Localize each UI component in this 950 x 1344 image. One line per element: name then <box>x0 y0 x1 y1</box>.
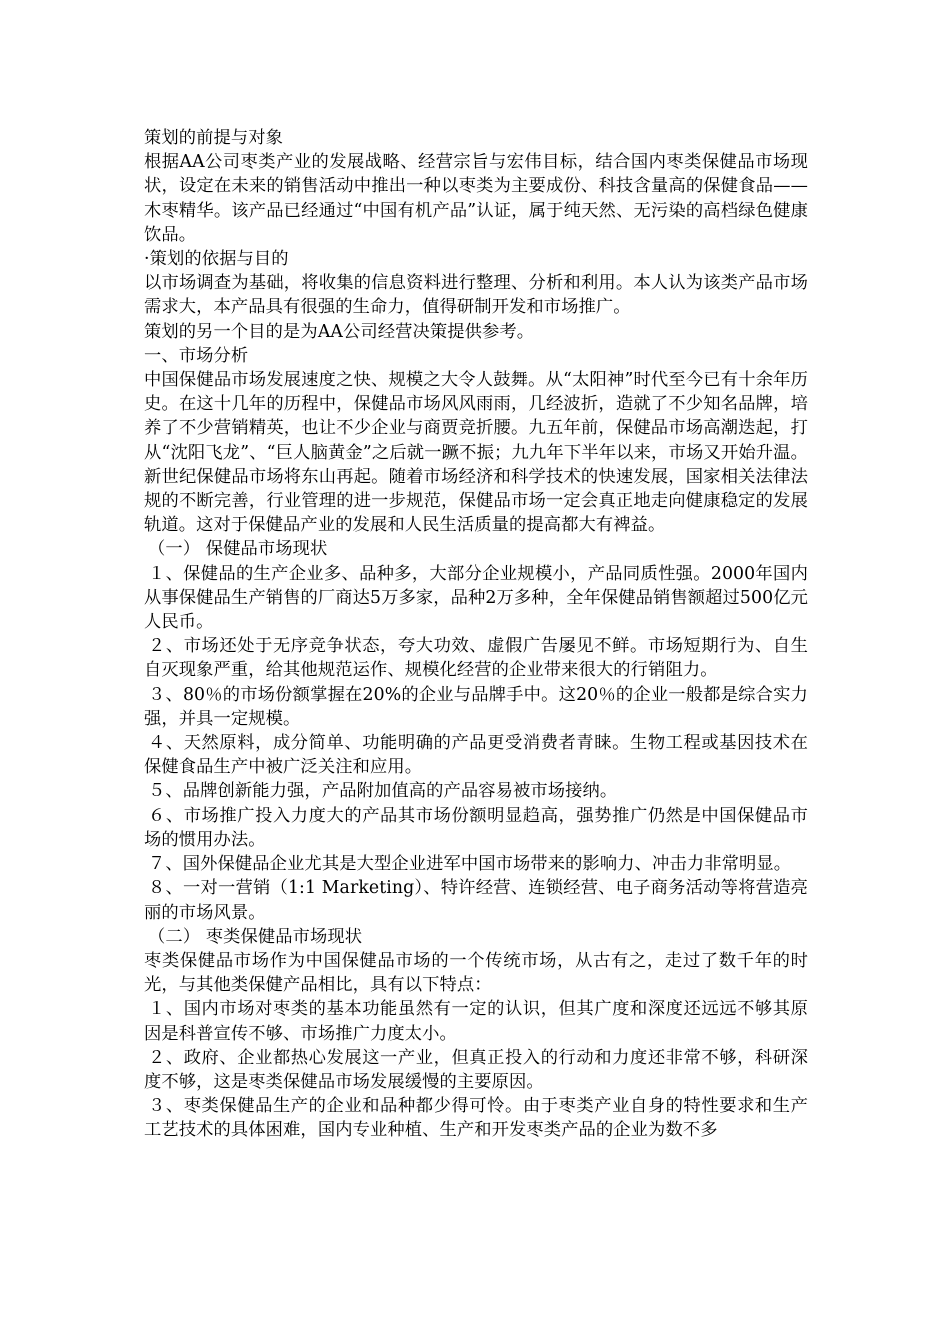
section-heading-premise: 策划的前提与对象 <box>144 128 284 148</box>
paragraph-purpose: 策划的另一个目的是为AA公司经营决策提供参考。 <box>144 321 535 342</box>
paragraph-premise: 根据AA公司枣类产业的发展战略、经营宗旨与宏伟目标，结合国内枣类保健品市场现状，设定在未来的销售活动中推出一种以枣类为主要成份、科技含量高的保健食品——木枣精华。该产品已经通过“中国有机产品”认证，属于纯天然、无污染的高档绿色健康饮品。 <box>144 152 808 245</box>
section-heading-market-analysis: 一、市场分析 <box>144 345 249 366</box>
paragraph-market-overview: 中国保健品市场发展速度之快、规模之大令人鼓舞。从“太阳神”时代至今已有十余年历史。在这十几年的历程中，保健品市场风风雨雨，几经波折，造就了不少知名品牌，培养了不少营销精英，也让不少企业与商贾竞折腰。九五年前，保健品市场高潮迭起，打从“沈阳飞龙”、“巨人脑黄金”之后就一蹶不振；九九年下半年以来，市场又开始升温。新世纪保健品市场将东山再起。随着市场经济和科学技术的快速发展，国家相关法律法规的不断完善，行业管理的进一步规范，保健品市场一定会真正地走向健康稳定的发展轨道。这对于保健品产业的发展和人民生活质量的提高都大有裨益。 <box>144 370 808 536</box>
subsection-heading-health-market: （一） 保健品市场现状 <box>148 539 328 560</box>
section-heading-basis: ·策划的依据与目的 <box>144 249 289 270</box>
list-item: ８、一对一营销（1:1 Marketing）、特许经营、连锁经营、电子商务活动等将营造亮丽的市场风景。 <box>144 878 808 923</box>
list-item: １、保健品的生产企业多、品种多，大部分企业规模小，产品同质性强。2000年国内从事保健品生产销售的厂商达5万多家，品种2万多种，全年保健品销售额超过500亿元人民币。 <box>144 563 808 633</box>
list-item: ２、政府、企业都热心发展这一产业，但真正投入的行动和力度还非常不够，科研深度不够，这是枣类保健品市场发展缓慢的主要原因。 <box>144 1047 808 1092</box>
list-item: ３、枣类保健品生产的企业和品种都少得可怜。由于枣类产业自身的特性要求和生产工艺技术的具体困难，国内专业种植、生产和开发枣类产品的企业为数不多 <box>144 1096 808 1141</box>
list-item: ４、天然原料，成分简单、功能明确的产品更受消费者青睐。生物工程或基因技术在保健食品生产中被广泛关注和应用。 <box>144 733 808 778</box>
paragraph-jujube-overview: 枣类保健品市场作为中国保健品市场的一个传统市场，从古有之，走过了数千年的时光，与其他类保健产品相比，具有以下特点： <box>144 950 808 996</box>
list-item: ２、市场还处于无序竞争状态，夸大功效、虚假广告屡见不鲜。市场短期行为、自生自灭现象严重，给其他规范运作、规模化经营的企业带来很大的行销阻力。 <box>144 636 808 681</box>
document-body <box>144 126 808 1143</box>
list-item: １、国内市场对枣类的基本功能虽然有一定的认识，但其广度和深度还远远不够其原因是科普宣传不够、市场推广力度太小。 <box>144 999 808 1044</box>
subsection-heading-jujube-market: （二） 枣类保健品市场现状 <box>148 926 363 947</box>
paragraph-basis: 以市场调查为基础，将收集的信息资料进行整理、分析和利用。本人认为该类产品市场需求大，本产品具有很强的生命力，值得研制开发和市场推广。 <box>144 273 808 318</box>
list-item: ５、品牌创新能力强，产品附加值高的产品容易被市场接纳。 <box>148 781 618 802</box>
list-item: ３、80％的市场份额掌握在20%的企业与品牌手中。这20％的企业一般都是综合实力强，并具一定规模。 <box>144 684 808 729</box>
list-item: ６、市场推广投入力度大的产品其市场份额明显趋高，强势推广仍然是中国保健品市场的惯用办法。 <box>144 805 808 850</box>
list-item: ７、国外保健品企业尤其是大型企业进军中国市场带来的影响力、冲击力非常明显。 <box>148 854 792 875</box>
